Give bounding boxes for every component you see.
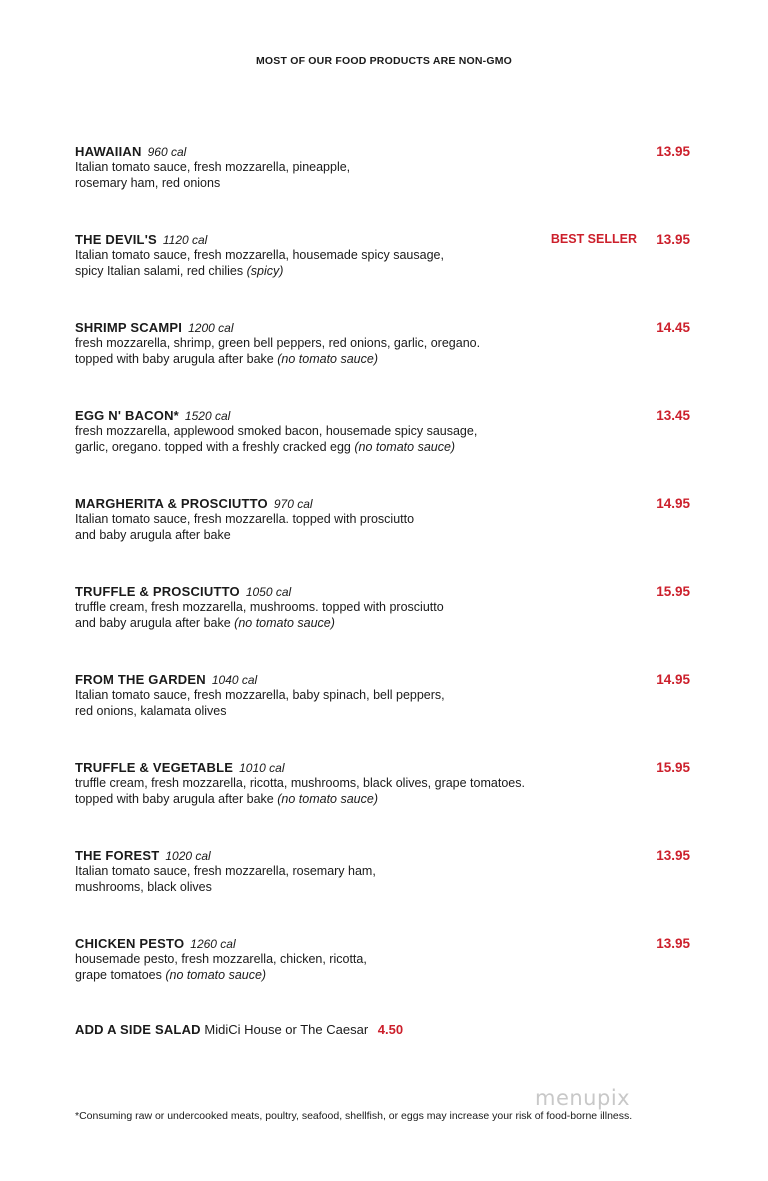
menu-item [75, 407, 695, 455]
desc-line: garlic, oregano. topped with a freshly cracked egg [75, 439, 351, 454]
item-name: CHICKEN PESTO [75, 936, 185, 951]
page-header: MOST OF OUR FOOD PRODUCTS ARE NON-GMO [255, 55, 513, 67]
item-calories: 1200 cal [188, 321, 234, 335]
desc-line: fresh mozzarella, applewood smoked bacon, housemade spicy sausage, [75, 424, 478, 438]
item-description [75, 688, 695, 719]
best-seller-badge: BEST SELLER [550, 232, 637, 246]
item-description [75, 248, 695, 279]
item-note: (spicy) [246, 263, 284, 278]
desc-line: mushrooms, black olives [75, 879, 212, 894]
item-description [75, 160, 695, 191]
item-note: (no tomato sauce) [354, 439, 456, 454]
item-name: HAWAIIAN [75, 144, 142, 159]
desc-line: red onions, kalamata olives [75, 703, 227, 718]
item-calories: 1120 cal [162, 233, 208, 247]
item-price: 15.95 [656, 584, 690, 599]
desc-line: Italian tomato sauce, fresh mozzarella, housemade spicy sausage, [75, 248, 444, 262]
item-price: 15.95 [656, 760, 690, 775]
desc-line: truffle cream, fresh mozzarella, mushrooms. topped with prosciutto [75, 600, 444, 614]
item-name: THE DEVIL'S [75, 232, 157, 247]
item-calories: 1020 cal [165, 849, 211, 863]
item-name: FROM THE GARDEN [75, 672, 206, 687]
item-description [75, 864, 695, 895]
menu-item [75, 583, 695, 631]
desc-line: Italian tomato sauce, fresh mozzarella. topped with prosciutto [75, 512, 415, 526]
item-description [75, 776, 695, 807]
item-description [75, 424, 695, 455]
side-salad-line [75, 1021, 403, 1038]
desc-line: and baby arugula after bake [75, 615, 231, 630]
menu-item [75, 495, 695, 543]
item-note: (no tomato sauce) [165, 967, 267, 982]
side-salad-price: 4.50 [377, 1022, 404, 1037]
item-description [75, 600, 695, 631]
menu-item [75, 759, 695, 807]
item-price: 13.95 [656, 144, 690, 159]
menu-item [75, 847, 695, 895]
menu-item [75, 319, 695, 367]
item-name: SHRIMP SCAMPI [75, 320, 183, 335]
side-salad-text: MidiCi House or The Caesar [204, 1022, 369, 1037]
item-calories: 1040 cal [211, 673, 258, 687]
item-price: 13.95 [656, 936, 690, 951]
item-name: MARGHERITA & PROSCIUTTO [75, 496, 268, 511]
menu-item [75, 143, 695, 191]
item-price: 14.45 [656, 320, 690, 335]
item-price: 13.95 [656, 848, 690, 863]
item-price: 13.45 [656, 408, 690, 423]
item-name: TRUFFLE & PROSCIUTTO [75, 584, 240, 599]
item-calories: 1260 cal [190, 937, 236, 951]
item-description [75, 952, 695, 983]
item-price: 14.95 [656, 672, 690, 687]
desc-line: Italian tomato sauce, fresh mozzarella, baby spinach, bell peppers, [75, 688, 445, 702]
desc-line: housemade pesto, fresh mozzarella, chicken, ricotta, [75, 952, 367, 966]
item-name: TRUFFLE & VEGETABLE [75, 760, 234, 775]
desc-line: truffle cream, fresh mozzarella, ricotta, mushrooms, black olives, grape tomatoes. [75, 776, 525, 790]
item-calories: 1520 cal [184, 409, 231, 423]
item-note: (no tomato sauce) [234, 615, 335, 630]
desc-line: Italian tomato sauce, fresh mozzarella, pineapple, [75, 160, 351, 174]
item-calories: 1010 cal [239, 761, 285, 775]
desc-line: grape tomatoes [75, 967, 162, 982]
item-name: THE FOREST [75, 848, 160, 863]
desc-line: rosemary ham, red onions [75, 175, 221, 190]
item-note: (no tomato sauce) [277, 351, 378, 366]
item-description [75, 336, 695, 367]
desc-line: topped with baby arugula after bake [75, 791, 274, 806]
item-price: 14.95 [656, 496, 690, 511]
item-price: 13.95 [656, 232, 690, 247]
menu-item [75, 671, 695, 719]
menupix-watermark: menupix [535, 1086, 631, 1110]
item-calories: 970 cal [273, 497, 313, 511]
food-safety-disclaimer: *Consuming raw or undercooked meats, poultry, seafood, shellfish, or eggs may increase your risk of food-borne illness. [75, 1110, 633, 1122]
desc-line: spicy Italian salami, red chilies [75, 263, 244, 278]
desc-line: Italian tomato sauce, fresh mozzarella, rosemary ham, [75, 864, 376, 878]
menu-item [75, 231, 695, 279]
desc-line: and baby arugula after bake [75, 527, 231, 542]
menu-item [75, 935, 695, 983]
desc-line: topped with baby arugula after bake [75, 351, 274, 366]
item-calories: 1050 cal [245, 585, 292, 599]
item-name: EGG N' BACON* [75, 408, 179, 423]
item-description [75, 512, 695, 543]
item-calories: 960 cal [147, 145, 187, 159]
side-salad-label: ADD A SIDE SALAD [75, 1022, 201, 1037]
item-note: (no tomato sauce) [277, 791, 378, 806]
desc-line: fresh mozzarella, shrimp, green bell peppers, red onions, garlic, oregano. [75, 336, 481, 350]
